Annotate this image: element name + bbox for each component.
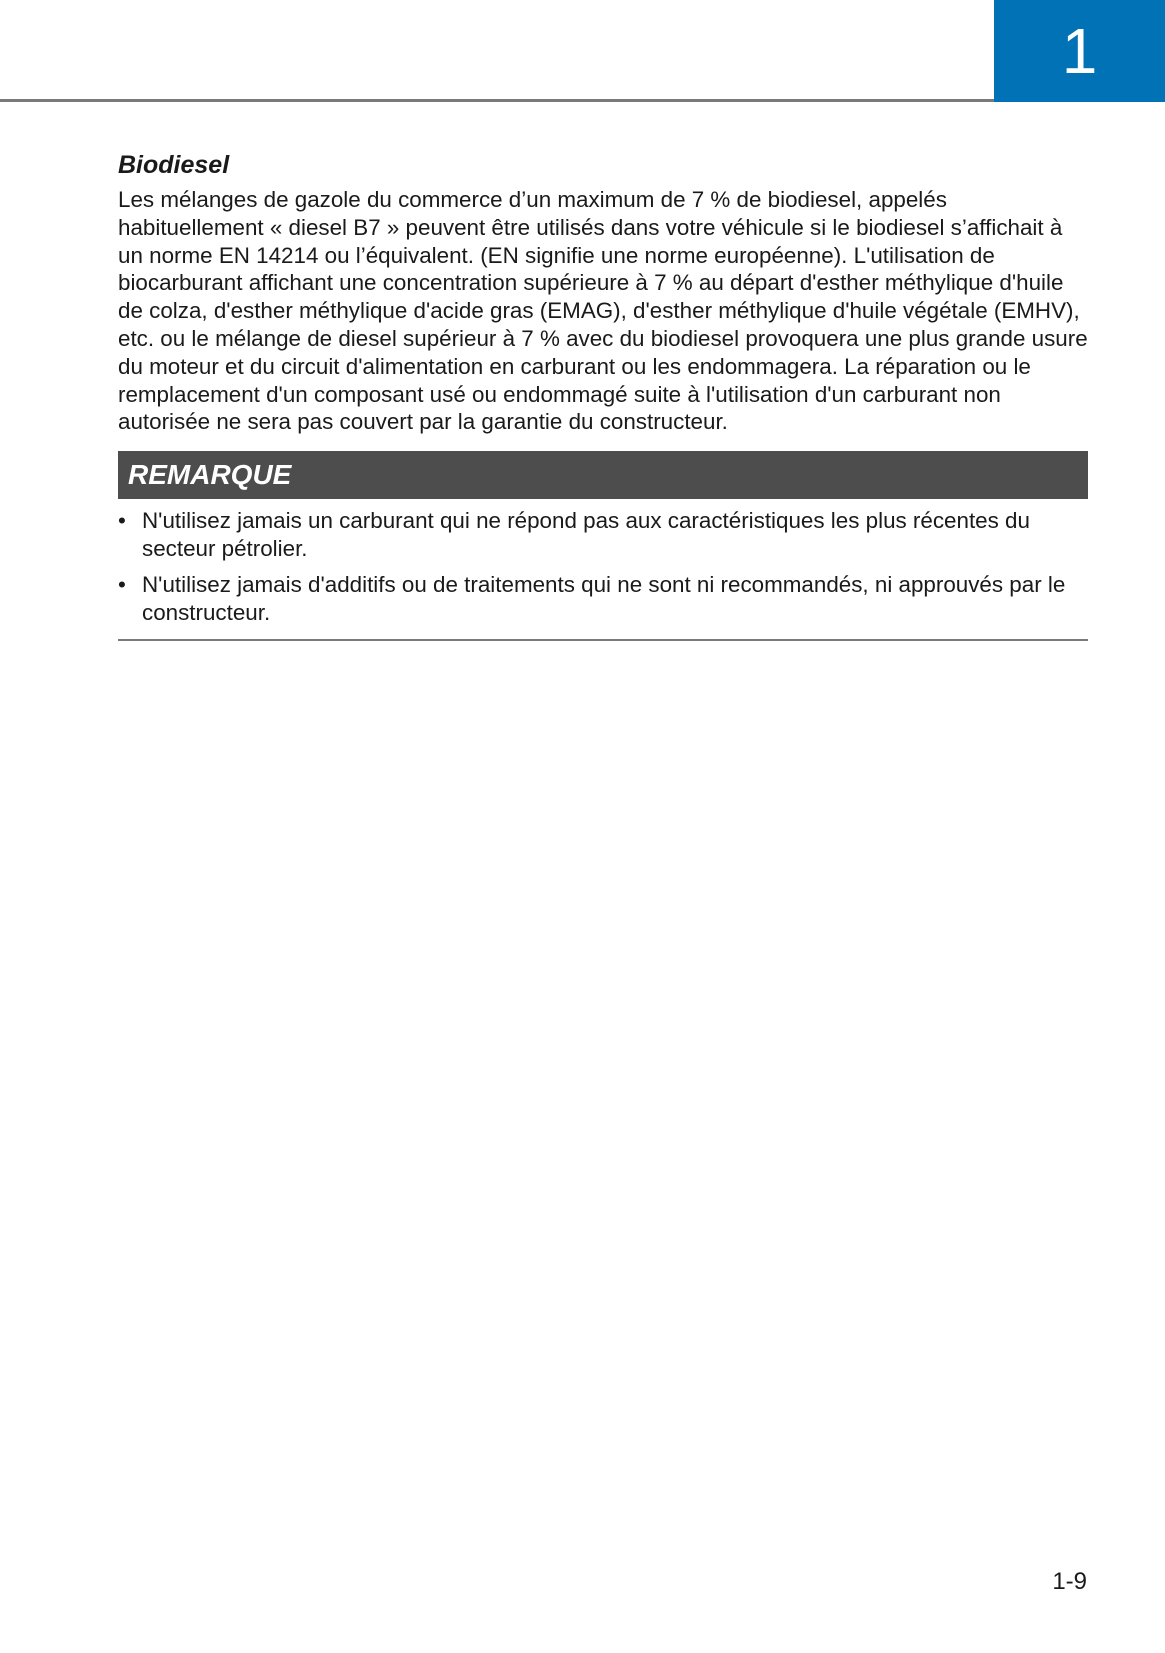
section-body: Les mélanges de gazole du commerce d’un maximum de 7 % de biodiesel, appelés habituellement « diesel B7 » peuvent être utilisés dans votre véhicule si le biodiesel s’affichait à un norme EN 14214 ou l’équivalent. (EN signifie une norme européenne). L'utilisation de biocarburant affichant une concentration supérieure à 7 % au départ d'esther méthylique d'huile de colza, d'esther méthylique d'acide gras (EMAG), d'esther méthylique d'huile végétale (EMHV), etc. ou le mélange de diesel supérieur à 7 % avec du biodiesel provoquera une plus grande usure du moteur et du circuit d'alimentation en carburant ou les endommagera. La réparation ou le remplacement d'un composant usé ou endommagé suite à l'utilisation d'un carburant non autorisée ne sera pas couvert par la garantie du constructeur. — [118, 187, 1088, 435]
note-list — [118, 507, 1088, 627]
bullet-icon: • — [118, 572, 126, 598]
page-content — [118, 148, 1088, 641]
chapter-tab — [994, 0, 1165, 102]
bullet-icon: • — [118, 508, 126, 534]
chapter-number: 1 — [1061, 15, 1098, 87]
page-number: 1-9 — [1052, 1568, 1087, 1595]
note-item — [118, 571, 1088, 627]
note-item — [118, 507, 1088, 563]
note-item-text: N'utilisez jamais d'additifs ou de traitements qui ne sont ni recommandés, ni approuvés par le constructeur. — [142, 572, 1066, 626]
note-item-text: N'utilisez jamais un carburant qui ne répond pas aux caractéristiques les plus récentes du secteur pétrolier. — [142, 508, 1030, 562]
header-rule — [0, 99, 994, 102]
section-title: Biodiesel — [118, 151, 230, 179]
note-heading: REMARQUE — [128, 459, 292, 491]
note-end-rule — [118, 639, 1088, 641]
note-header — [118, 451, 1088, 499]
